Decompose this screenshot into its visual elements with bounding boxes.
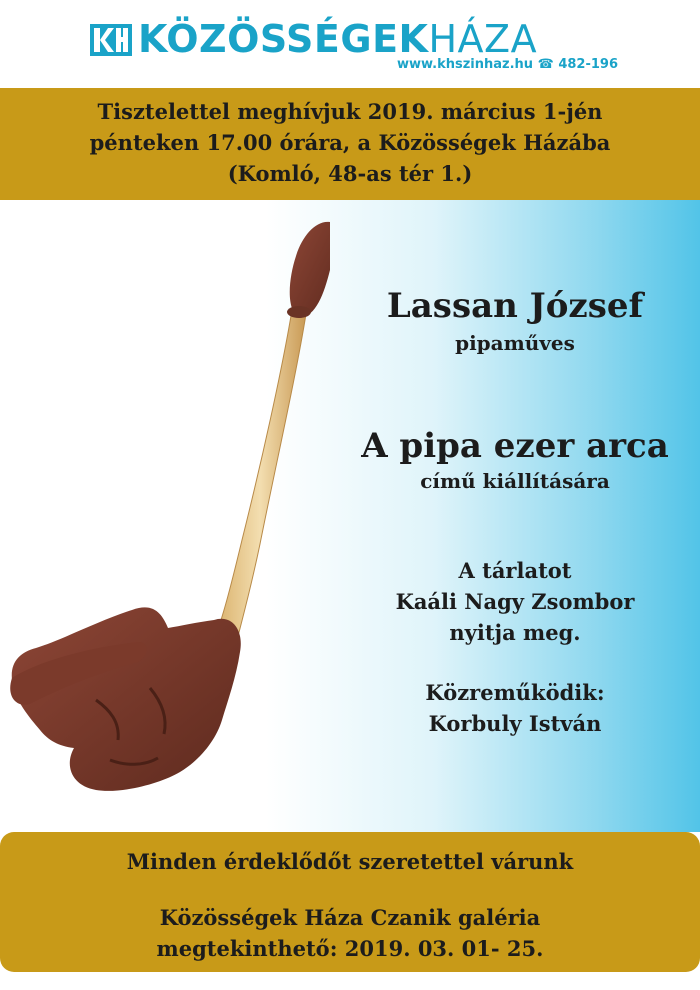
invitation-banner: [0, 88, 700, 200]
logo-light-text: HÁZA: [428, 17, 538, 61]
exhibition-subtitle: című kiállítására: [420, 469, 610, 493]
collaboration-label: Közreműködik:: [425, 680, 605, 705]
artist-name: Lassan József: [386, 286, 644, 326]
invitation-line-1: Tisztelettel meghívjuk 2019. március 1-jén: [97, 99, 603, 124]
logo-wordmark: [138, 18, 537, 60]
collaboration-info: [330, 677, 700, 739]
welcome-text: Minden érdeklődőt szeretettel várunk: [126, 849, 574, 874]
phone-icon: ☎: [537, 57, 554, 72]
pipe-image: [0, 200, 330, 832]
website-link[interactable]: www.khszinhaz.hu: [396, 57, 534, 72]
header: [0, 0, 700, 88]
opening-info: [330, 555, 700, 648]
opening-line-2: Kaáli Nagy Zsombor: [395, 589, 635, 614]
artist-role: pipaműves: [455, 331, 575, 355]
venue-info: [0, 902, 700, 964]
logo-bold-text: KÖZÖSSÉGEK: [138, 17, 429, 61]
contact-line: [397, 57, 618, 72]
collaboration-name: Korbuly István: [428, 711, 602, 736]
kh-logo-icon: [90, 24, 132, 56]
invitation-line-2: pénteken 17.00 órára, a Közösségek Házába: [89, 130, 611, 155]
invitation-line-3: (Komló, 48-as tér 1.): [227, 161, 473, 186]
venue-name: Közösségek Háza Czanik galéria: [159, 905, 541, 930]
opening-line-1: A tárlatot: [458, 558, 572, 583]
footer-banner: [0, 832, 700, 972]
phone-number: 482-196: [558, 57, 618, 72]
exhibition-title: A pipa ezer arca: [361, 426, 669, 466]
opening-line-3: nyitja meg.: [449, 620, 581, 645]
exhibition-dates: megtekinthető: 2019. 03. 01- 25.: [156, 936, 544, 961]
main-content: [0, 200, 700, 832]
